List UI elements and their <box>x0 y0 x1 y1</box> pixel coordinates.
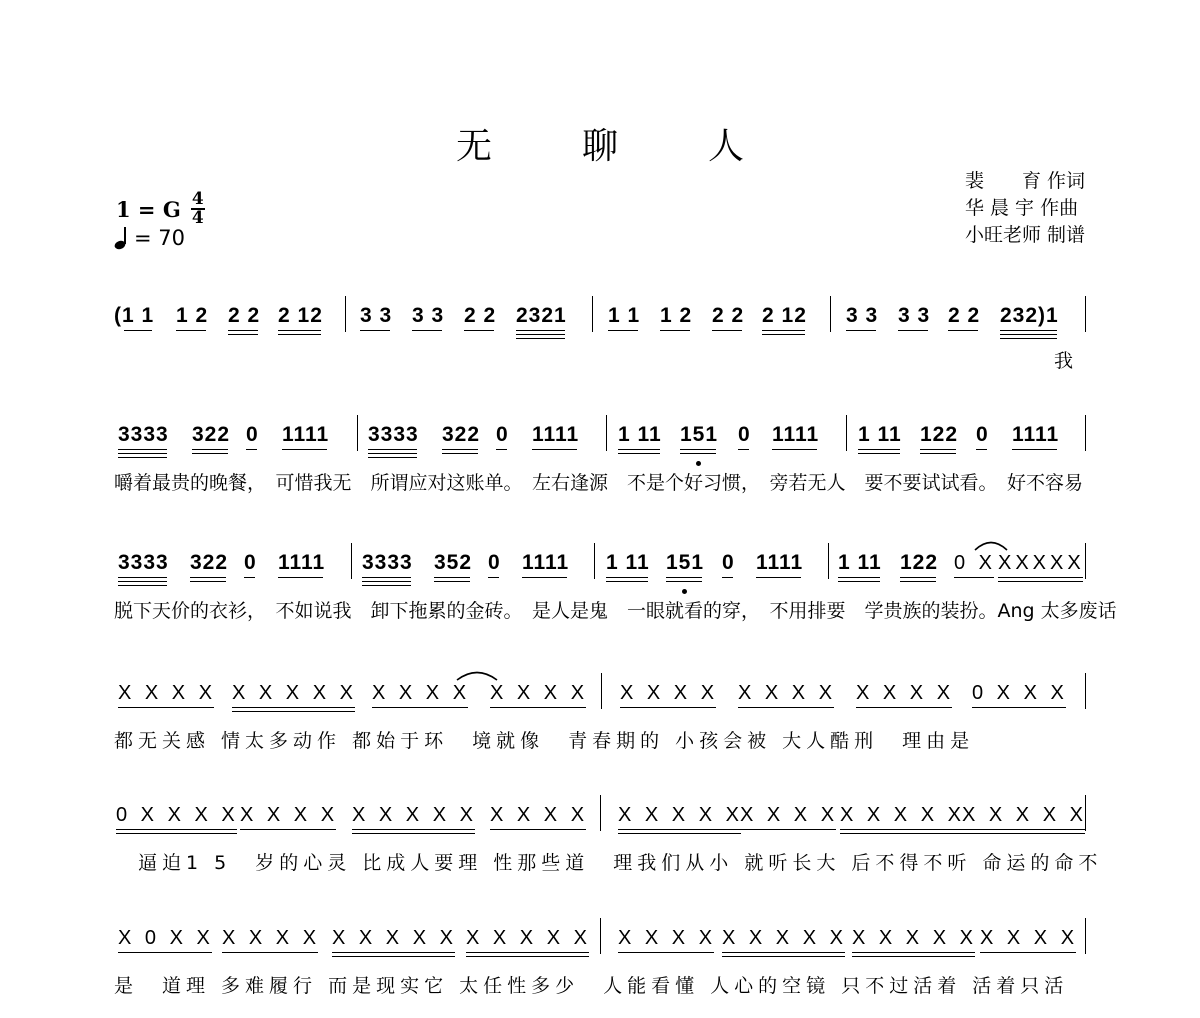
note-group: X X X X X <box>332 927 457 949</box>
beam-underline <box>608 330 638 331</box>
lyric-line: 逼迫1 5 岁的心灵 比成人要理 性那些道 理我们从小 就听长大 后不得不听 命运的命不 <box>114 852 1103 874</box>
time-top: 4 <box>191 189 204 209</box>
lyric-line: 脱下天价的衣衫， 不如说我 卸下拖累的金砖。 是人是鬼 一眼就看的穿， 不用排要 学贵族的装扮。Ang 太多废话 <box>114 600 1117 622</box>
note-group: 2 2 <box>712 304 745 327</box>
beam-underline <box>618 453 660 454</box>
note-group: 1111 <box>532 423 580 446</box>
barline <box>1085 918 1086 954</box>
beam-underline <box>522 577 567 578</box>
beam-underline <box>660 330 690 331</box>
lyric-line: 是 道理 多难履行 而是现实它 太任性多少 人能看懂 人心的空镜 只不过活着 活着只活 <box>114 975 1069 997</box>
beam-underline <box>192 449 228 450</box>
note-group: X X X X <box>222 927 321 949</box>
beam-underline <box>232 711 355 712</box>
note-group: X X X X <box>118 682 217 704</box>
beam-underline <box>412 330 442 331</box>
barline <box>846 415 847 451</box>
beam-underline <box>118 577 167 578</box>
note-group: 2 12 <box>278 304 323 327</box>
barline <box>357 415 358 451</box>
note-group: 0 <box>722 551 735 574</box>
barline <box>606 415 607 451</box>
note-group: 0 X <box>954 552 997 574</box>
barline <box>592 296 593 332</box>
beam-underline <box>176 330 206 331</box>
note-group: X 0 X X <box>118 927 214 949</box>
beam-underline <box>954 577 994 578</box>
note-group: 1111 <box>772 423 820 446</box>
beam-underline <box>278 577 323 578</box>
barline <box>594 543 595 579</box>
beam-underline <box>372 707 468 708</box>
quarter-note-icon <box>114 226 132 250</box>
barline <box>345 296 346 332</box>
beam-underline <box>738 707 834 708</box>
note-group: X X X X X <box>722 927 847 949</box>
beam-underline <box>858 449 900 450</box>
beam-underline <box>332 956 455 957</box>
beam-underline <box>972 707 1066 708</box>
beam-underline <box>278 334 321 335</box>
time-signature <box>191 189 205 228</box>
beam-underline <box>998 581 1083 582</box>
beam-underline <box>722 577 733 578</box>
note-group: 0 <box>976 423 989 446</box>
beam-underline <box>712 330 742 331</box>
beam-underline <box>352 833 475 834</box>
note-group: (1 1 <box>114 304 155 327</box>
beam-underline <box>722 952 845 953</box>
octave-dot <box>682 589 687 594</box>
barline <box>600 795 601 831</box>
beam-underline <box>352 829 475 830</box>
barline <box>828 543 829 579</box>
beam-underline <box>516 338 565 339</box>
note-group: X X X X <box>980 927 1079 949</box>
beam-underline <box>920 449 956 450</box>
note-group: 1 11 <box>618 423 662 446</box>
beam-underline <box>466 956 589 957</box>
note-group: 122 <box>900 551 939 574</box>
note-group: X X X X <box>620 682 719 704</box>
octave-dot <box>696 461 701 466</box>
beam-underline <box>190 581 226 582</box>
note-group: X X X X <box>490 682 589 704</box>
beam-underline <box>282 449 327 450</box>
notation-line <box>0 926 1200 956</box>
beam-underline <box>1000 338 1057 339</box>
beam-underline <box>244 577 255 578</box>
beam-underline <box>756 577 801 578</box>
note-group: 122 <box>920 423 959 446</box>
note-group: 0 <box>246 423 259 446</box>
beam-underline <box>434 577 470 578</box>
barline <box>1085 415 1086 451</box>
barline <box>601 673 602 709</box>
note-group: 2 12 <box>762 304 807 327</box>
notation-line <box>0 803 1200 833</box>
beam-underline <box>618 833 741 834</box>
note-group: XXXXX <box>998 552 1085 574</box>
note-group: 1 11 <box>606 551 650 574</box>
note-group: 2 2 <box>228 304 261 327</box>
beam-underline <box>1000 334 1057 335</box>
beam-underline <box>620 707 716 708</box>
beam-underline <box>840 833 963 834</box>
beam-underline <box>722 956 845 957</box>
note-group: 3333 <box>362 551 413 574</box>
composer-credit: 华 晨 宇 作曲 <box>964 197 1079 219</box>
beam-underline <box>118 952 212 953</box>
beam-underline <box>278 330 321 331</box>
beam-underline <box>846 330 876 331</box>
beam-underline <box>998 577 1083 578</box>
beam-underline <box>190 577 226 578</box>
beam-underline <box>118 449 167 450</box>
beam-underline <box>496 449 507 450</box>
beam-underline <box>738 449 749 450</box>
note-group: 3333 <box>368 423 419 446</box>
beam-underline <box>442 449 478 450</box>
beam-underline <box>852 956 975 957</box>
note-group: X X X X <box>856 682 955 704</box>
note-group: 3333 <box>118 551 169 574</box>
beam-underline <box>118 457 167 458</box>
note-group: 2 2 <box>464 304 497 327</box>
beam-underline <box>118 707 214 708</box>
note-group: 3 3 <box>898 304 931 327</box>
beam-underline <box>680 453 716 454</box>
beam-underline <box>516 334 565 335</box>
note-group: X X X X <box>618 927 717 949</box>
beam-underline <box>618 449 660 450</box>
beam-underline <box>368 453 417 454</box>
beam-underline <box>488 577 499 578</box>
beam-underline <box>118 585 167 586</box>
note-group: X X X X <box>738 682 837 704</box>
beam-underline <box>124 330 152 331</box>
notation-line <box>0 423 1200 453</box>
beam-underline <box>332 952 455 953</box>
time-bottom: 4 <box>191 208 204 228</box>
slur-tie <box>974 537 1008 551</box>
beam-underline <box>464 330 494 331</box>
beam-underline <box>920 453 956 454</box>
note-group: 0 <box>738 423 751 446</box>
beam-underline <box>838 577 880 578</box>
note-group: 0 <box>244 551 257 574</box>
beam-underline <box>618 829 741 830</box>
beam-underline <box>1000 330 1057 331</box>
arranger-credit: 小旺老师 制谱 <box>964 224 1085 246</box>
beam-underline <box>222 952 318 953</box>
beam-underline <box>362 577 411 578</box>
barline <box>1085 795 1086 831</box>
beam-underline <box>762 330 805 331</box>
beam-underline <box>618 952 714 953</box>
beam-underline <box>900 581 936 582</box>
note-group: 2 2 <box>948 304 981 327</box>
beam-underline <box>606 577 648 578</box>
note-group: 0 X X X <box>972 682 1068 704</box>
note-group: 1 11 <box>858 423 902 446</box>
note-group: 1111 <box>282 423 330 446</box>
lyric-pickup: 我 <box>1053 350 1073 372</box>
notation-line <box>0 304 1200 334</box>
lyric-line: 都无关感 情太多动作 都始于环 境就像 青春期的 小孩会被 大人酷刑 理由是 <box>114 730 975 752</box>
slur-tie <box>456 667 498 681</box>
tempo-value: = 70 <box>134 226 185 250</box>
beam-underline <box>118 581 167 582</box>
beam-underline <box>962 833 1085 834</box>
note-group: X X X X <box>740 804 839 826</box>
beam-underline <box>232 707 355 708</box>
note-group: 3333 <box>118 423 169 446</box>
beam-underline <box>360 330 390 331</box>
note-group: 322 <box>192 423 231 446</box>
beam-underline <box>490 829 586 830</box>
beam-underline <box>976 449 987 450</box>
note-group: 3 3 <box>360 304 393 327</box>
note-group: 0 <box>496 423 509 446</box>
barline <box>1085 543 1086 579</box>
beam-underline <box>606 581 648 582</box>
beam-underline <box>948 330 978 331</box>
note-group: 232)1 <box>1000 304 1059 327</box>
barline <box>1085 673 1086 709</box>
beam-underline <box>228 334 258 335</box>
note-group: 0 <box>488 551 501 574</box>
note-group: X X X X <box>372 682 471 704</box>
note-group: 1111 <box>522 551 570 574</box>
credits <box>965 168 1085 249</box>
beam-underline <box>362 581 411 582</box>
beam-underline <box>1012 449 1057 450</box>
note-group: X X X X X <box>962 804 1087 826</box>
note-group: X X X X <box>240 804 339 826</box>
beam-underline <box>858 453 900 454</box>
beam-underline <box>116 833 237 834</box>
note-group: X X X X X <box>352 804 477 826</box>
beam-underline <box>246 449 257 450</box>
beam-underline <box>840 829 963 830</box>
beam-underline <box>666 577 702 578</box>
lyricist-credit: 裴 育 作词 <box>964 170 1085 192</box>
barline <box>351 543 352 579</box>
beam-underline <box>666 581 702 582</box>
key-tonic: 1 = G <box>116 196 181 222</box>
note-group: 1 2 <box>176 304 209 327</box>
notation-line <box>0 681 1200 711</box>
beam-underline <box>434 581 470 582</box>
song-title: 无聊人 <box>455 126 834 167</box>
beam-underline <box>680 449 716 450</box>
note-group: 322 <box>190 551 229 574</box>
beam-underline <box>740 829 836 830</box>
note-group: X X X X X <box>852 927 977 949</box>
beam-underline <box>466 952 589 953</box>
barline <box>600 918 601 954</box>
beam-underline <box>980 952 1076 953</box>
note-group: 1 2 <box>660 304 693 327</box>
note-group: X X X X X <box>618 804 743 826</box>
barline <box>830 296 831 332</box>
beam-underline <box>516 330 565 331</box>
beam-underline <box>192 453 228 454</box>
note-group: X X X X X <box>466 927 591 949</box>
beam-underline <box>856 707 952 708</box>
beam-underline <box>772 449 817 450</box>
beam-underline <box>532 449 577 450</box>
note-group: X X X X X <box>840 804 965 826</box>
beam-underline <box>362 585 411 586</box>
note-group: 151 <box>680 423 719 446</box>
note-group: 352 <box>434 551 473 574</box>
note-group: 2321 <box>516 304 567 327</box>
notation-line <box>0 551 1200 581</box>
beam-underline <box>962 829 1085 830</box>
beam-underline <box>490 707 586 708</box>
note-group: 151 <box>666 551 705 574</box>
note-group: 3 3 <box>846 304 879 327</box>
beam-underline <box>116 829 237 830</box>
note-group: 1 11 <box>838 551 882 574</box>
beam-underline <box>442 453 478 454</box>
note-group: X X X X X <box>232 682 357 704</box>
beam-underline <box>838 581 880 582</box>
barline <box>1085 296 1086 332</box>
beam-underline <box>118 453 167 454</box>
beam-underline <box>852 952 975 953</box>
note-group: 3 3 <box>412 304 445 327</box>
note-group: 1111 <box>278 551 326 574</box>
note-group: X X X X <box>490 804 589 826</box>
note-group: 322 <box>442 423 481 446</box>
note-group: 1111 <box>756 551 804 574</box>
note-group: 1111 <box>1012 423 1060 446</box>
beam-underline <box>228 330 258 331</box>
lyric-line: 嚼着最贵的晚餐， 可惜我无 所谓应对这账单。 左右逢源 不是个好习惯， 旁若无人 要不要试试看。 好不容易 <box>114 472 1084 494</box>
beam-underline <box>368 457 417 458</box>
beam-underline <box>900 577 936 578</box>
note-group: 1 1 <box>608 304 641 327</box>
beam-underline <box>898 330 928 331</box>
note-group: 0 X X X X <box>116 804 239 826</box>
beam-underline <box>368 449 417 450</box>
key-signature <box>116 189 205 228</box>
beam-underline <box>240 829 336 830</box>
tempo-marking <box>114 226 185 250</box>
beam-underline <box>762 334 805 335</box>
